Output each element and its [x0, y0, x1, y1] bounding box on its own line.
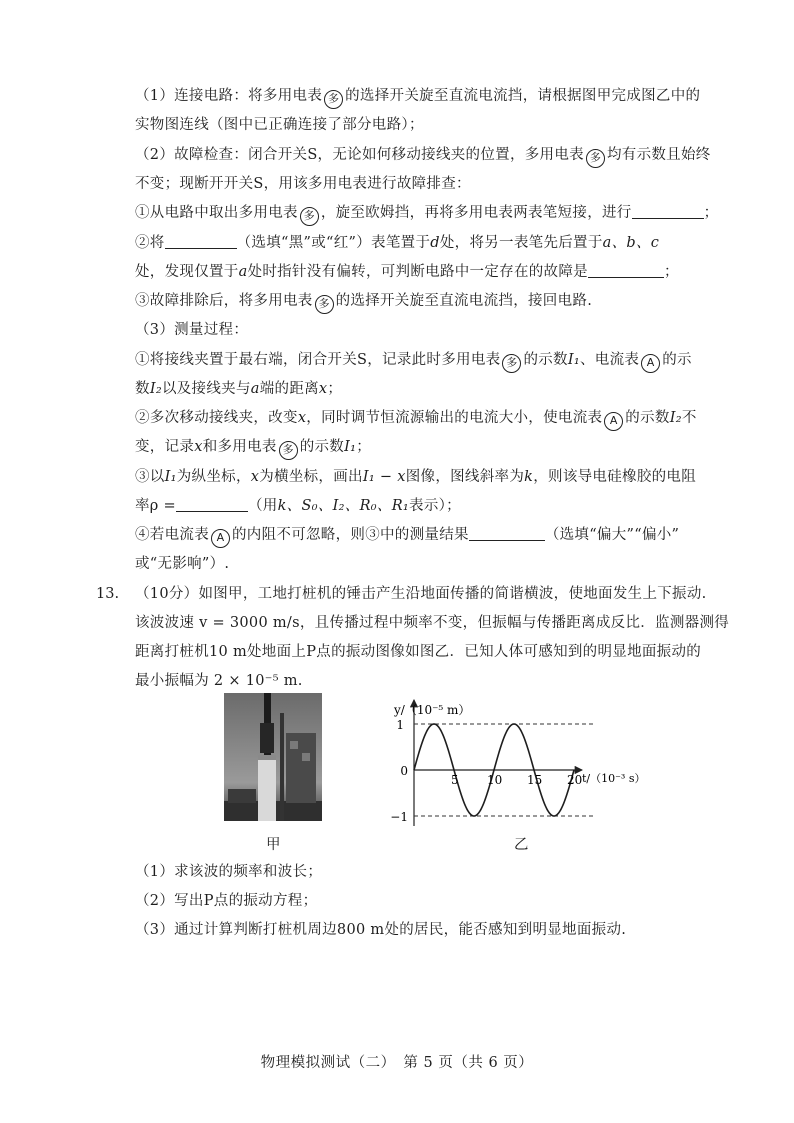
y-tick-label: −1	[390, 810, 408, 824]
caption-right: 乙	[514, 837, 529, 853]
text-line: 率ρ = （用k、S₀、I₂、R₀、R₁表示）；	[135, 498, 461, 514]
sub-question: （2）写出P点的振动方程；	[135, 893, 318, 909]
multimeter-symbol: 多	[300, 207, 319, 226]
y-axis-label: y/（10⁻⁵ m）	[394, 703, 471, 717]
text-line: ③以I₁为纵坐标，x为横坐标，画出I₁ − x图像，图线斜率为k，则该导电硅橡胶的电阻	[135, 469, 697, 485]
multimeter-symbol: 多	[586, 149, 605, 168]
x-tick-label: 20	[567, 773, 583, 787]
text-line: ②多次移动接线夹，改变x，同时调节恒流源输出的电流大小，使电流表 A 的示数I₂不	[135, 408, 697, 431]
answer-blank[interactable]	[165, 234, 237, 249]
multimeter-symbol: 多	[502, 354, 521, 373]
y-tick-label: 0	[400, 764, 408, 778]
question-number: 13.	[96, 586, 120, 602]
pile-driver-photo	[224, 693, 322, 821]
text-line: ①从电路中取出多用电表 多 ，旋至欧姆挡，再将多用电表两表笔短接，进行 ；	[135, 203, 718, 226]
page-footer: 物理模拟测试（二） 第 5 页（共 6 页）	[260, 1055, 534, 1071]
sub-question: （3）通过计算判断打桩机周边800 m处的居民，能否感知到明显地面振动.	[135, 922, 627, 938]
text-line: 实物图连线（图中已正确连接了部分电路）；	[135, 117, 424, 133]
answer-blank[interactable]	[632, 204, 704, 219]
x-tick-label: 15	[527, 773, 543, 787]
q13-line: 距离打桩机10 m处地面上P点的振动图像如图乙．已知人体可感知到的明显地面振动的	[135, 644, 702, 660]
sub-question: （1）求该波的频率和波长；	[135, 864, 323, 880]
text-line: ②将 （选填“黑”或“红”）表笔置于d处，将另一表笔先后置于a、b、c	[135, 235, 660, 251]
t-axis-label: t/（10⁻³ s）	[582, 772, 646, 785]
x-tick-label: 5	[451, 773, 459, 787]
x-tick-label: 10	[487, 773, 503, 787]
vibration-graph	[364, 690, 664, 830]
caption-left: 甲	[266, 837, 281, 853]
text-line: （1）连接电路：将多用电表 多 的选择开关旋至直流电流挡，请根据图甲完成图乙中的	[135, 86, 700, 109]
q13-line: 最小振幅为 2 × 10⁻⁵ m.	[135, 673, 303, 689]
text-line: 或“无影响”）.	[135, 556, 230, 572]
ammeter-symbol: A	[641, 354, 660, 373]
multimeter-symbol: 多	[279, 441, 298, 460]
q13-line: 该波波速 v = 3000 m/s，且传播过程中频率不变，但振幅与传播距离成反比．监测器测得	[135, 615, 730, 631]
answer-blank[interactable]	[588, 263, 664, 278]
text-line: 处，发现仅置于a处时指针没有偏转，可判断电路中一定存在的故障是 ；	[135, 264, 679, 280]
y-tick-label: 1	[396, 718, 404, 732]
answer-blank[interactable]	[176, 497, 248, 512]
multimeter-symbol: 多	[324, 90, 343, 109]
text-line: ①将接线夹置于最右端，闭合开关S，记录此时多用电表 多 的示数I₁、电流表 A 的示	[135, 350, 692, 373]
answer-blank[interactable]	[469, 526, 545, 541]
multimeter-symbol: 多	[315, 295, 334, 314]
q13-line: （10分）如图甲，工地打桩机的锤击产生沿地面传播的简谐横波，使地面发生上下振动.	[135, 586, 707, 602]
text-line: 数I₂以及接线夹与a端的距离x；	[135, 381, 343, 397]
text-line: （3）测量过程：	[135, 322, 249, 338]
text-line: 变，记录x和多用电表 多 的示数I₁；	[135, 437, 371, 460]
text-line: ④若电流表 A 的内阻不可忽略，则③中的测量结果 （选填“偏大”“偏小”	[135, 525, 679, 548]
text-line: ③故障排除后，将多用电表 多 的选择开关旋至直流电流挡，接回电路.	[135, 291, 592, 314]
ammeter-symbol: A	[604, 412, 623, 431]
text-line: 不变；现断开开关S，用该多用电表进行故障排查：	[135, 176, 471, 192]
ammeter-symbol: A	[211, 529, 230, 548]
text-line: （2）故障检查：闭合开关S，无论如何移动接线夹的位置，多用电表 多 均有示数且始终	[135, 145, 711, 168]
